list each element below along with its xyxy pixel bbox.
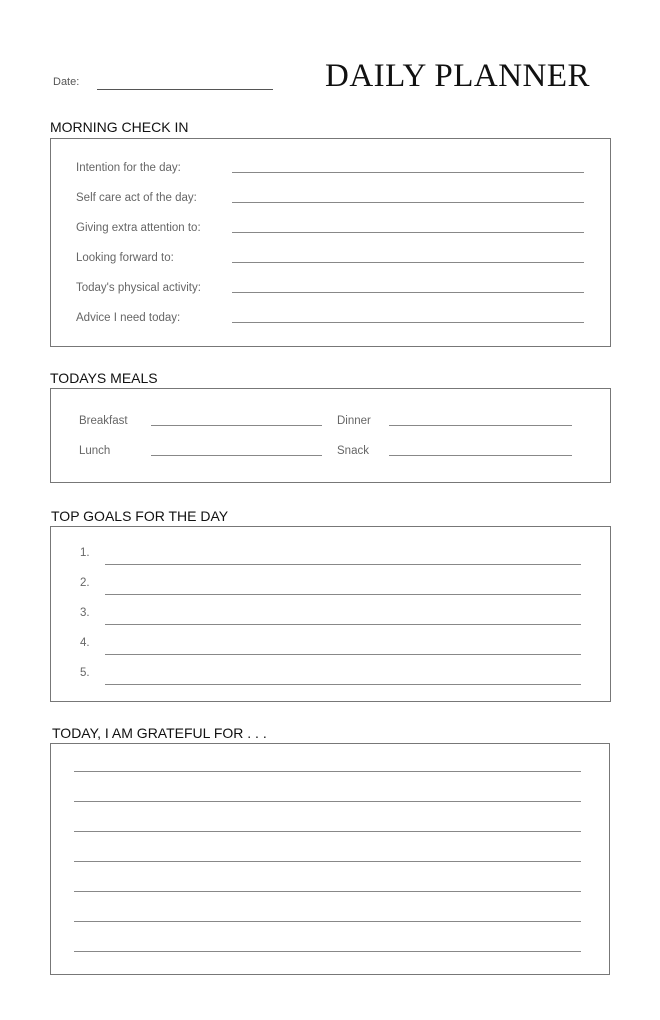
top-goals-box [50,526,611,702]
self-care-label: Self care act of the day: [76,192,197,204]
self-care-field[interactable] [232,202,584,203]
top-goals-heading: TOP GOALS FOR THE DAY [51,508,229,524]
dinner-label: Dinner [337,415,371,427]
looking-forward-field[interactable] [232,262,584,263]
grateful-box [50,743,610,975]
grateful-line-6[interactable] [74,921,581,922]
breakfast-field[interactable] [151,425,322,426]
goal-field-1[interactable] [105,564,581,565]
breakfast-label: Breakfast [79,415,128,427]
morning-check-in-heading: MORNING CHECK IN [50,119,189,135]
grateful-line-7[interactable] [74,951,581,952]
grateful-line-3[interactable] [74,831,581,832]
advice-field[interactable] [232,322,584,323]
goal-field-5[interactable] [105,684,581,685]
looking-forward-label: Looking forward to: [76,252,174,264]
goal-field-3[interactable] [105,624,581,625]
date-label: Date: [53,76,80,88]
goal-field-2[interactable] [105,594,581,595]
goal-number: 2. [80,577,90,589]
grateful-line-4[interactable] [74,861,581,862]
extra-attention-label: Giving extra attention to: [76,222,201,234]
date-field[interactable] [97,89,273,90]
goal-number: 5. [80,667,90,679]
advice-label: Advice I need today: [76,312,181,324]
goal-number: 4. [80,637,90,649]
todays-meals-heading: TODAYS MEALS [50,370,158,386]
goal-field-4[interactable] [105,654,581,655]
snack-field[interactable] [389,455,572,456]
extra-attention-field[interactable] [232,232,584,233]
dinner-field[interactable] [389,425,572,426]
grateful-line-2[interactable] [74,801,581,802]
grateful-line-5[interactable] [74,891,581,892]
page-title: DAILY PLANNER [325,58,591,94]
snack-label: Snack [337,445,369,457]
physical-activity-label: Today's physical activity: [76,282,201,294]
grateful-heading: TODAY, I AM GRATEFUL FOR . . . [52,725,267,741]
intention-label: Intention for the day: [76,162,181,174]
intention-field[interactable] [232,172,584,173]
goal-number: 1. [80,547,90,559]
lunch-label: Lunch [79,445,111,457]
grateful-line-1[interactable] [74,771,581,772]
lunch-field[interactable] [151,455,322,456]
physical-activity-field[interactable] [232,292,584,293]
goal-number: 3. [80,607,90,619]
todays-meals-box [50,388,611,483]
